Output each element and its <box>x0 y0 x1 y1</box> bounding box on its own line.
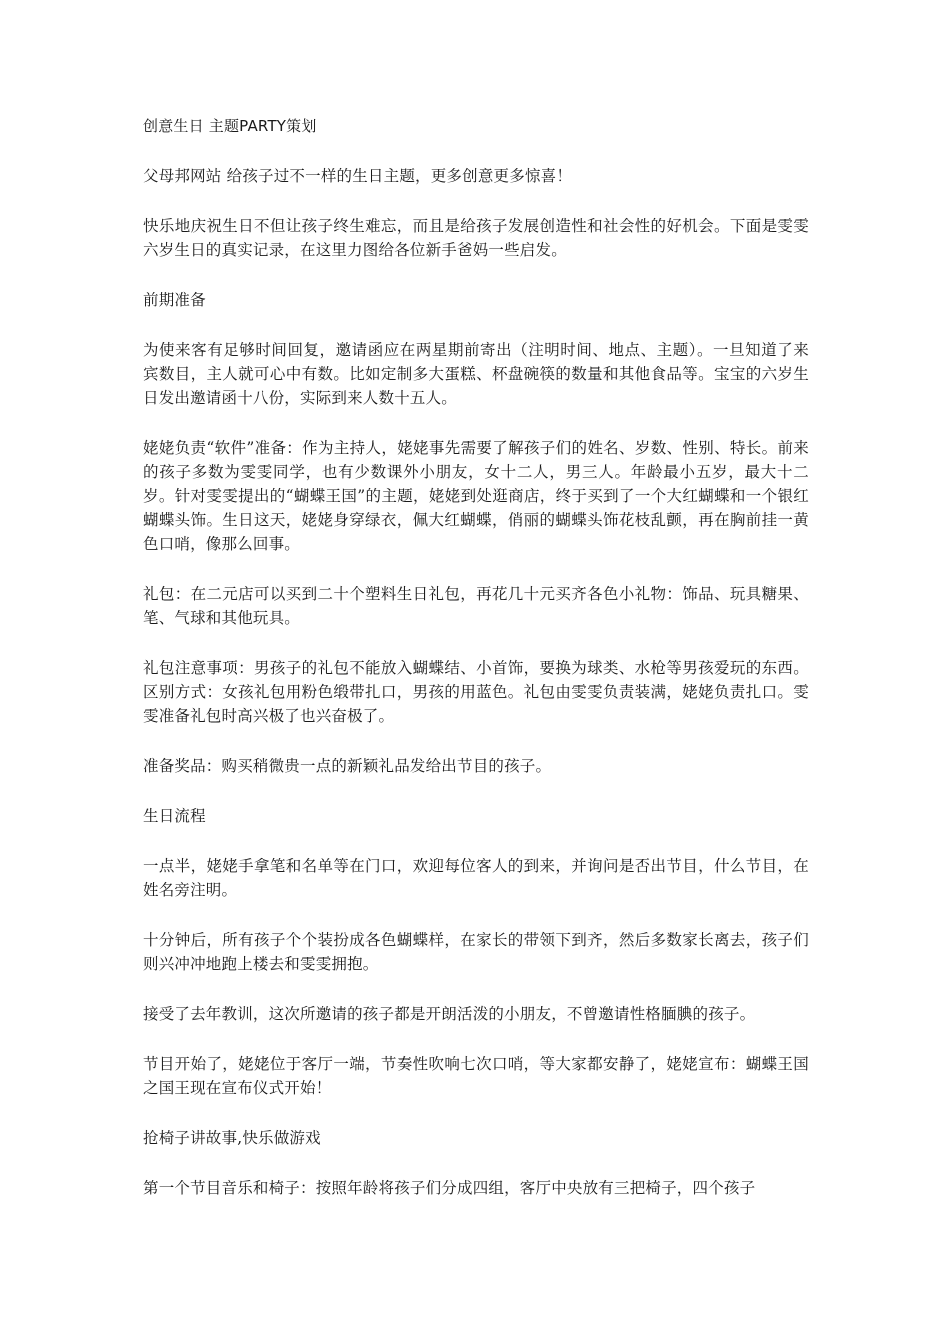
paragraph: 为使来客有足够时间回复，邀请函应在两星期前寄出（注明时间、地点、主题）。一旦知道了来宾数目，主人就可心中有数。比如定制多大蛋糕、杯盘碗筷的数量和其他食品等。宝宝的六岁生日发出邀请函十八份，实际到来人数十五人。 <box>143 341 809 407</box>
paragraph: 十分钟后，所有孩子个个装扮成各色蝴蝶样，在家长的带领下到齐，然后多数家长离去，孩子们则兴冲冲地跑上楼去和雯雯拥抱。 <box>143 931 809 973</box>
paragraph: 第一个节目音乐和椅子：按照年龄将孩子们分成四组，客厅中央放有三把椅子，四个孩子 <box>143 1179 756 1197</box>
paragraph: 礼包注意事项：男孩子的礼包不能放入蝴蝶结、小首饰，要换为球类、水枪等男孩爱玩的东西。区别方式：女孩礼包用粉色缎带扎口，男孩的用蓝色。礼包由雯雯负责装满，姥姥负责扎口。雯雯准备礼包时高兴极了也兴奋极了。 <box>143 659 809 725</box>
paragraph: 礼包：在二元店可以买到二十个塑料生日礼包，再花几十元买齐各色小礼物：饰品、玩具糖果、笔、气球和其他玩具。 <box>143 585 809 627</box>
paragraph: 一点半，姥姥手拿笔和名单等在门口，欢迎每位客人的到来，并询问是否出节目，什么节目，在姓名旁注明。 <box>143 857 809 899</box>
paragraph: 准备奖品：购买稍微贵一点的新颖礼品发给出节目的孩子。 <box>143 757 552 775</box>
section-heading: 生日流程 <box>143 807 206 825</box>
section-heading: 抢椅子讲故事,快乐做游戏 <box>143 1129 321 1147</box>
document-title: 创意生日 主题PARTY策划 <box>143 117 317 135</box>
paragraph: 快乐地庆祝生日不但让孩子终生难忘，而且是给孩子发展创造性和社会性的好机会。下面是雯雯六岁生日的真实记录，在这里力图给各位新手爸妈一些启发。 <box>143 217 809 259</box>
paragraph: 节目开始了，姥姥位于客厅一端，节奏性吹响七次口哨，等大家都安静了，姥姥宣布：蝴蝶王国之国王现在宣布仪式开始！ <box>143 1055 809 1097</box>
section-heading: 前期准备 <box>143 291 206 309</box>
paragraph: 姥姥负责“软件”准备：作为主持人，姥姥事先需要了解孩子们的姓名、岁数、性别、特长。前来的孩子多数为雯雯同学，也有少数课外小朋友，女十二人，男三人。年龄最小五岁，最大十二岁。针对雯雯提出的“蝴蝶王国”的主题，姥姥到处逛商店，终于买到了一个大红蝴蝶和一个银红蝴蝶头饰。生日这天，姥姥身穿绿衣，佩大红蝴蝶，俏丽的蝴蝶头饰花枝乱颤，再在胸前挂一黄色口哨，像那么回事。 <box>143 439 809 553</box>
paragraph: 接受了去年教训，这次所邀请的孩子都是开朗活泼的小朋友，不曾邀请性格腼腆的孩子。 <box>143 1005 756 1023</box>
paragraph: 父母邦网站 给孩子过不一样的生日主题，更多创意更多惊喜！ <box>143 167 573 185</box>
document-page <box>143 114 809 1226</box>
